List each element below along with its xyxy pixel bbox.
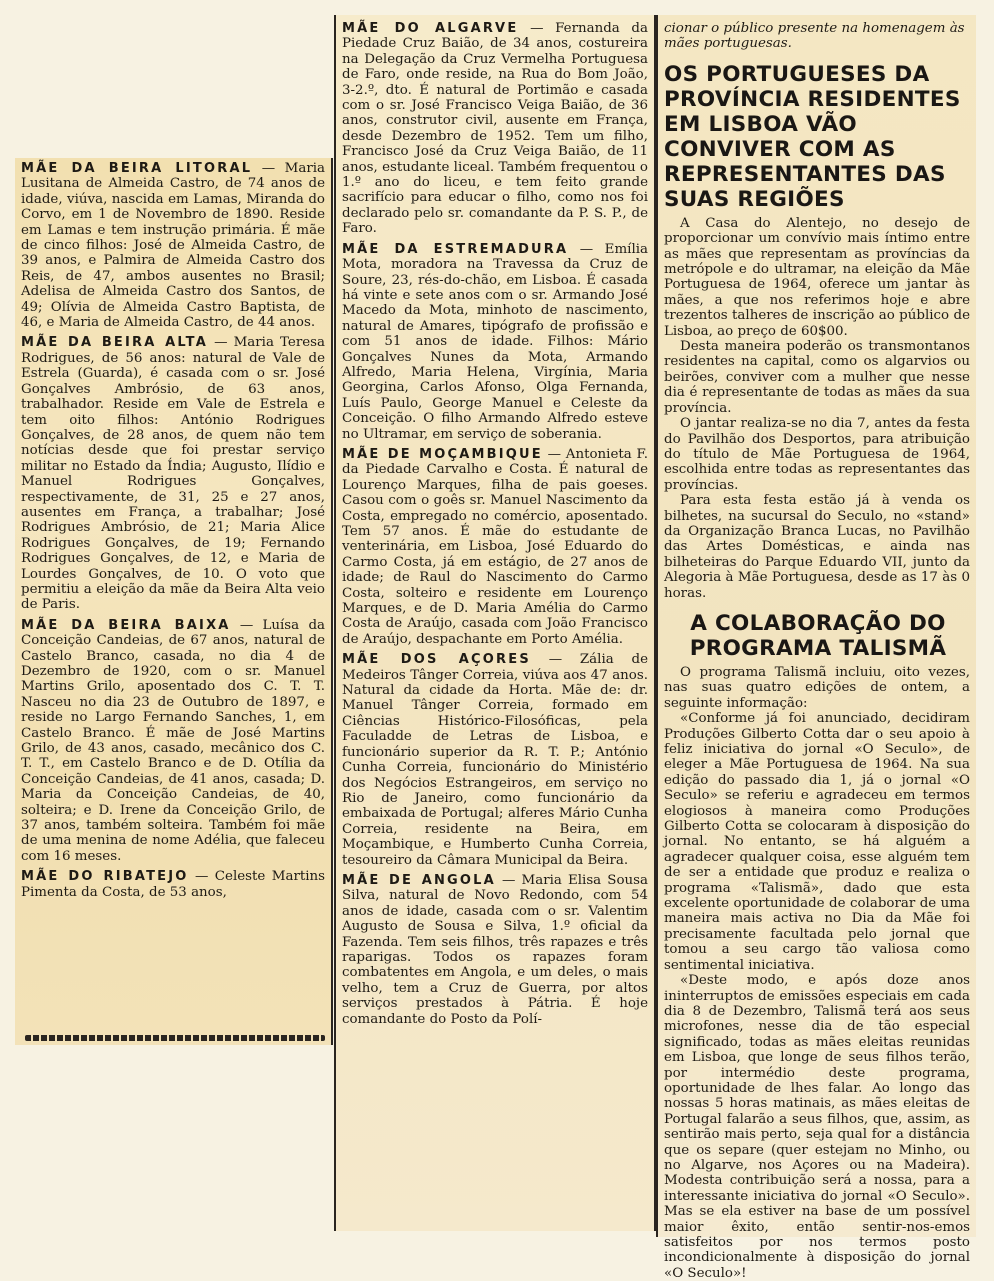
article-heading: MÃE DE ANGOLA	[342, 872, 496, 888]
article-text: — Luísa da Conceição Candeias, de 67 anos, natural de Castelo Branco, casada, no dia 4 de Dezembro de 1920, com o sr. Manuel Martins Grilo, aposentado dos C. T. T. Nasceu no dia 23 de Outubro de 1897, e reside no Largo Fernando Sanches, 1, em Castelo Branco. É mãe de José Martins Grilo, de 43 anos, casado, mecânico dos C. T. T., em Castelo Branco e de D. Otília da Conceição Candeias, de 41 anos, casada; D. Maria da Conceição Candeias, de 40, solteira; e D. Irene da Conceição Grilo, de 37 anos, também solteira. Também foi mãe de uma menina de nome Adélia, que faleceu com 16 meses.	[21, 617, 325, 864]
article-text: — Maria Lusitana de Almeida Castro, de 74 anos de idade, viúva, nascida em Lamas, Miranda do Corvo, em 1 de Novembro de 1890. Reside em Lamas e tem instrução primária. É mãe de cinco filhos: José de Almeida Castro, de 39 anos, e Palmira de Almeida Castro dos Reis, de 47, ambos ausentes no Brasil; Adelisa de Almeida Castro dos Santos, de 49; Olívia de Almeida Castro Baptista, de 46, e Maria de Almeida Castro, de 44 anos.	[21, 161, 325, 331]
paragraph: Desta maneira poderão os transmontanos residentes na capital, como os algarvios ou beirões, conviver com a mulher que nesse dia é representante de todas as mães da sua província.	[664, 339, 970, 416]
article-acores	[336, 652, 654, 868]
paragraph: O programa Talismã incluiu, oito vezes, nas suas quatro edições de ontem, a seguinte informação:	[664, 664, 970, 711]
article-heading: MÃE DA ESTREMADURA	[342, 241, 569, 257]
article-text: — Antonieta F. da Piedade Carvalho e Costa. É natural de Lourenço Marques, filha de pais goeses. Casou com o goês sr. Manuel Nascimento da Costa, empregado no comércio, aposentado. Tem 57 anos. É mãe do estudante de venterinária, em Lisboa, José Eduardo do Carmo Costa, já em estágio, de 27 anos de idade; de Raul do Nascimento do Carmo Costa, solteiro e residente em Lourenço Marques, e de D. Maria Amélia do Carmo Costa de Araújo, casada com João Francisco de Araújo, despachante em Porto Amélia.	[342, 446, 648, 647]
article-text: — Emília Mota, moradora na Travessa da Cruz de Soure, 23, rés-do-chão, em Lisboa. É casada há vinte e sete anos com o sr. Armando José Macedo da Mota, minhoto de nascimento, natural de Amares, tipógrafo de profissão e com 51 anos de idade. Filhos: Mário Gonçalves Nunes da Mota, Armando Alfredo, Maria Helena, Virgínia, Maria Georgina, Carlos Afonso, Olga Fernanda, Luís Paulo, George Manuel e Celeste da Conceição. O filho Armando Alfredo esteve no Ultramar, em serviço de soberania.	[342, 241, 648, 442]
article-heading: MÃE DO RIBATEJO	[21, 869, 189, 885]
article-angola	[336, 873, 654, 1027]
article-text: — Celeste Martins Pimenta da Costa, de 53 anos,	[21, 869, 326, 900]
article-heading: MÃE DO ALGARVE	[342, 21, 519, 36]
paragraph: «Deste modo, e após doze anos ininterruptos de emissões especiais em cada dia 8 de Dezembro, Talismã terá aos seus microfones, nesse dia de tão especial significado, todas as mães eleitas reunidas em Lisboa, que longe de seus filhos terão, por intermédio deste programa, oportunidade de lhes falar. Ao longo das nossas 5 horas matinais, as mães eleitas de Portugal falarão a seus filhos, que, assim, as sentirão mais perto, seja qual for a distância que os separe (quer estejam no Minho, ou no Algarve, nos Açores ou na Madeira). Modesta contribuição será a nossa, para a interessante iniciativa do jornal «O Seculo». Mas se ela estiver na base de um possível maior êxito, então sentir-nos-emos satisfeitos por nos termos posto incondicionalmente à disposição do jornal «O Seculo»!	[664, 973, 970, 1281]
intro-fragment: cionar o público presente na homenagem às mães portuguesas.	[664, 21, 965, 52]
paragraph: Para esta festa estão já à venda os bilhetes, na sucursal do Seculo, no «stand» da Organização Branca Lucas, no Pavilhão das Artes Domésticas, e ainda nas bilheteiras do Parque Eduardo VII, junto da Alegoria à Mãe Portuguesa, desde as 17 às 0 horas.	[664, 493, 970, 601]
article-text: — Fernanda da Piedade Cruz Baião, de 34 anos, costureira na Delegação da Cruz Vermelha Portuguesa de Faro, onde reside, na Rua do Bom João, 3-2.º, dto. É natural de Portimão e casada com o sr. José Francisco Veiga Baião, de 36 anos, construtor civil, ausente em França, desde Dezembro de 1952. Tem um filho, Francisco José da Cruz Veiga Baião, de 11 anos, estudante liceal. Também frequentou o 1.º ano do liceu, e tem feito grande sacrifício para educar o filho, como nos foi declarado pelo sr. comandante da P. S. P., de Faro.	[342, 21, 648, 237]
article-beira-alta	[15, 335, 331, 612]
article-estremadura	[336, 242, 654, 442]
headline-provincia: OS PORTUGUESES DA PROVÍNCIA RESIDENTES EM LISBOA VÃO CONVIVER COM AS REPRESENTANTES DAS SUAS REGIÕES	[664, 61, 961, 212]
paragraph: O jantar realiza-se no dia 7, antes da festa do Pavilhão dos Desportos, para atribuição do título de Mãe Portuguesa de 1964, escolhida entre todas as representantes das províncias.	[664, 416, 970, 493]
article-algarve	[336, 21, 654, 237]
middle-clipping	[334, 15, 656, 1231]
right-clipping	[656, 15, 976, 1281]
article-heading: MÃE DOS AÇORES	[342, 652, 531, 668]
article-beira-baixa	[15, 618, 331, 865]
article-heading: MÃE DE MOÇAMBIQUE	[342, 446, 543, 462]
article-beira-litoral	[15, 161, 331, 330]
article-heading: MÃE DA BEIRA LITORAL	[21, 161, 253, 176]
left-clipping	[15, 158, 333, 1045]
ornamental-rule	[25, 1035, 325, 1041]
article-text: — Maria Teresa Rodrigues, de 56 anos: natural de Vale de Estrela (Guarda), é casada com o sr. José Gonçalves Ambrósio, de 63 anos, trabalhador. Reside em Vale de Estrela e tem oito filhos: António Rodrigues Gonçalves, de 28 anos, de quem não tem notícias desde que foi prestar serviço militar no Estado da Índia; Augusto, Ilídio e Manuel Rodrigues Gonçalves, respectivamente, de 31, 25 e 27 anos, ausentes em França, a trabalhar; José Rodrigues Ambrósio, de 21; Maria Alice Rodrigues Gonçalves, de 19; Fernando Rodrigues Gonçalves, de 12, e Maria de Lourdes Gonçalves, de 10. O voto que permitiu a eleição da mãe da Beira Alta veio de Paris.	[21, 335, 326, 613]
headline-talisma: A COLABORAÇÃO DO PROGRAMA TALISMÃ	[689, 610, 947, 661]
article-heading: MÃE DA BEIRA ALTA	[21, 335, 208, 351]
article-ribatejo	[15, 869, 331, 900]
article-mocambique	[336, 447, 654, 647]
article-heading: MÃE DA BEIRA BAIXA	[21, 617, 231, 633]
paragraph: «Conforme já foi anunciado, decidiram Produções Gilberto Cotta dar o seu apoio à feliz iniciativa do jornal «O Seculo», de eleger a Mãe Portuguesa de 1964. Na sua edição do passado dia 1, já o jornal «O Seculo» se referiu e agradeceu em termos elogiosos à maneira como Produções Gilberto Cotta se colocaram à disposição do jornal. No entanto, se há alguém a agradecer qualquer coisa, esse alguém tem de ser a entidade que produz e realiza o programa «Talismã», dado que esta excelente oportunidade de colaborar de uma maneira mais activa no Dia da Mãe foi precisamente facultada pelo jornal que tomou a seu cargo tão valiosa como sentimental iniciativa.	[664, 711, 970, 973]
article-text: — Maria Elisa Sousa Silva, natural de Novo Redondo, com 54 anos de idade, casada com o sr. Valentim Augusto de Sousa e Silva, 1.º oficial da Fazenda. Tem seis filhos, três rapazes e três raparigas. Todos os rapazes foram combatentes em Angola, e um deles, o mais velho, tem a Cruz de Guerra, por altos serviços prestados à Pátria. É hoje comandante do Posto da Polí-	[342, 872, 648, 1027]
article-text: — Zália de Medeiros Tânger Correia, viúva aos 47 anos. Natural da cidade da Horta. Mãe de: dr. Manuel Tânger Correia, formado em Ciências Histórico-Filosóficas, pela Faculadde de Letras de Lisboa, e funcionário superior da R. T. P.; António Cunha Correia, funcionário do Ministério dos Negócios Estrangeiros, em serviço no Rio de Janeiro, como funcionário da embaixada de Portugal; alferes Mário Cunha Correia, residente na Beira, em Moçambique, e Humberto Cunha Correia, tesoureiro da Câmara Municipal da Beira.	[342, 652, 648, 868]
paragraph: A Casa do Alentejo, no desejo de proporcionar um convívio mais íntimo entre as mães que representam as províncias da metrópole e do ultramar, na eleição da Mãe Portuguesa de 1964, oferece um jantar às mães, a que nos referimos hoje e abre trezentos talheres de inscrição ao público de Lisboa, ao preço de 60$00.	[664, 215, 970, 339]
